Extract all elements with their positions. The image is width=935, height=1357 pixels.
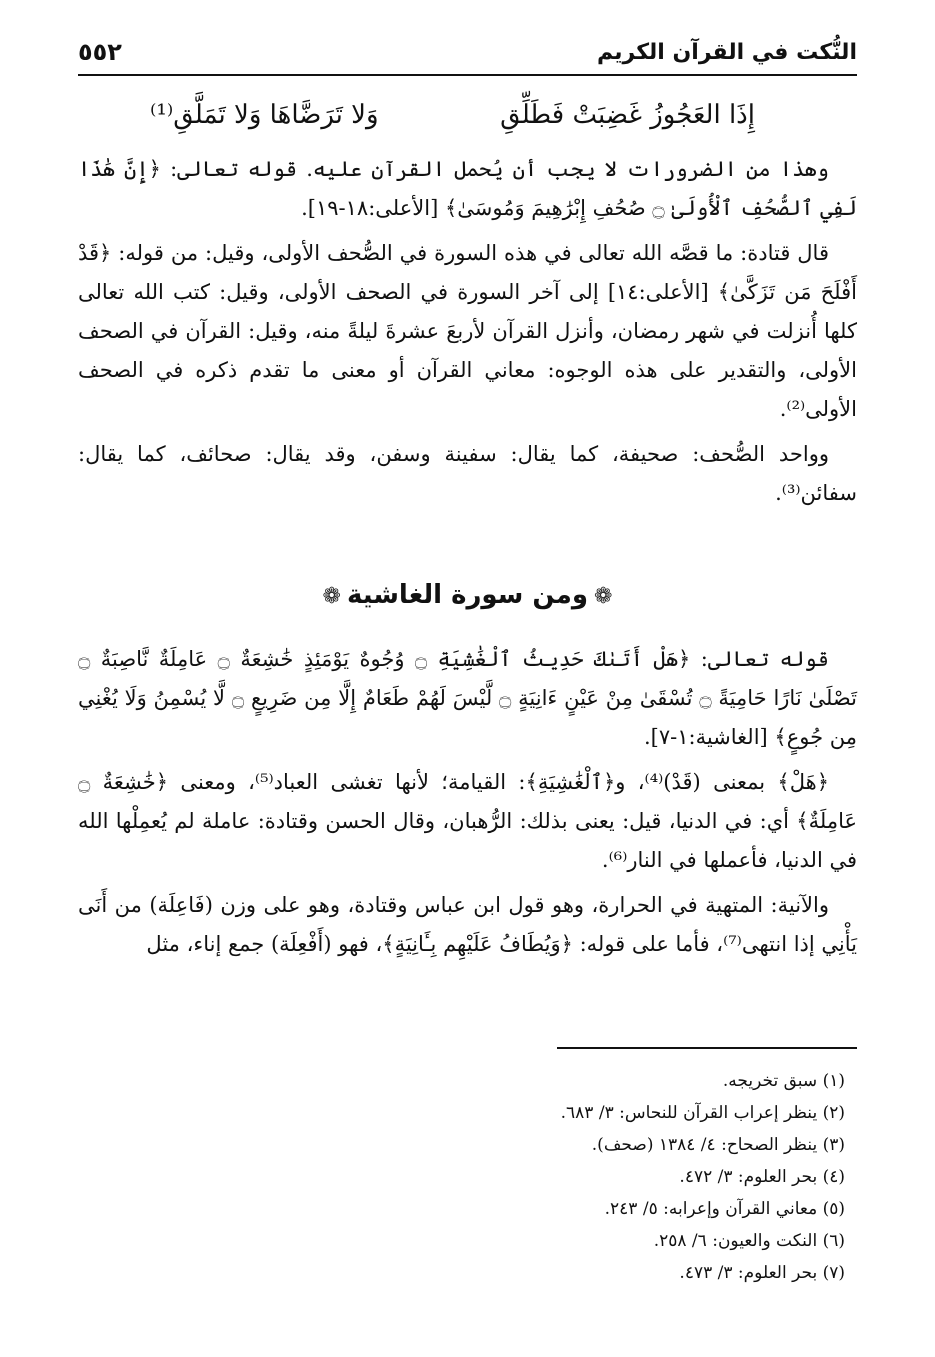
page-number: ٥٥٢ [78,38,122,66]
footnote: (٥) معاني القرآن وإعرابه: ٥/ ٢٤٣. [604,1199,845,1219]
ornament-icon: ❁ [322,584,341,609]
body-text-top [78,150,857,519]
verse-second-hemistich: وَلا تَرَضَّاهَا وَلا تَمَلَّقِ⁽¹⁾ [150,100,379,130]
poetry-verse [150,100,755,140]
body-text-bottom [78,640,857,970]
paragraph: قوله تعالى: ﴿هَلْ أَتَىٰكَ حَدِيثُ ٱلْغَٰشِيَةِ ۝ وُجُوهٌ يَوْمَئِذٍ خَٰشِعَةٌ ۝ عَامِلَةٌ نَّاصِبَةٌ ۝ تَصْلَىٰ نَارًا حَامِيَةً ۝ تُسْقَىٰ مِنْ عَيْنٍ ءَانِيَةٍ ۝ لَّيْسَ لَهُمْ طَعَامٌ إِلَّا مِن ضَرِيعٍ ۝ لَّا يُسْمِنُ وَلَا يُغْنِي مِن جُوعٍ﴾ [الغاشية:١-٧]. [78,647,857,749]
page-header [78,34,857,76]
paragraph: والآنية: المتهية في الحرارة، وهو قول ابن عباس وقتادة، وهو على وزن (فَاعِلَة) من أَنَى يَأْنِي إذا انتهى⁽⁷⁾، فأما على قوله: ﴿وَيُطَافُ عَلَيْهِم بِـَٔانِيَةٍ﴾، فهو (أَفْعِلَة) جمع إناء، مثل [78,893,857,956]
paragraph: قال قتادة: ما قصَّه الله تعالى في هذه السورة في الصُّحف الأولى، وقيل: من قوله: ﴿قَدْ أَفْلَحَ مَن تَزَكَّىٰ﴾ [الأعلى:١٤] إلى آخر السورة في الصحف الأولى، وقيل: كتب الله تعالى كلها أُنزلت في شهر رمضان، وأنزل القرآن لأربعَ عشرةَ ليلةً منه، وقيل: القرآن في الصحف الأولى، والتقدير على هذه الوجوه: معاني القرآن أو معنى ما تقدم ذكره في الصحف الأولى⁽²⁾. [78,241,857,421]
paragraph: ﴿هَلْ﴾ بمعنى (قَدْ)⁽⁴⁾، و﴿ٱلْغَٰشِيَةِ﴾: القيامة؛ لأنها تغشى العباد⁽⁵⁾، ومعنى ﴿خَٰشِعَةٌ ۝ عَامِلَةٌ﴾ أي: في الدنيا، قيل: يعنى بذلك: الرُّهبان، وقال الحسن وقتادة: عاملة لم يُعمِلْها الله في الدنيا، فأعملها في النار⁽⁶⁾. [78,770,857,872]
running-title: النُّكت في القرآن الكريم [597,40,857,65]
ornament-icon: ❁ [594,584,613,609]
footnote: (٧) بحر العلوم: ٣/ ٤٧٣. [679,1263,845,1283]
paragraph: وواحد الصُّحف: صحيفة، كما يقال: سفينة وسفن، وقد يقال: صحائف، كما يقال: سفائن⁽³⁾. [78,442,857,505]
footnote: (٦) النكت والعيون: ٦/ ٢٥٨. [653,1231,845,1251]
paragraph: وهذا من الضرورات لا يجب أن يُحمل القرآن عليه. قوله تعالى: ﴿إِنَّ هَٰذَا لَفِي ٱلصُّحُفِ ٱلْأُولَىٰ ۝ صُحُفِ إِبْرَٰهِيمَ وَمُوسَىٰ﴾ [الأعلى:١٨-١٩]. [78,157,857,220]
footnote: (٣) ينظر الصحاح: ٤/ ١٣٨٤ (صحف). [591,1135,845,1155]
surah-heading [0,580,935,610]
surah-heading-text: ومن سورة الغاشية [346,580,588,610]
footnote: (١) سبق تخريجه. [722,1071,845,1091]
footnote-divider [557,1047,857,1049]
footnotes [78,1065,845,1289]
footnote: (٢) ينظر إعراب القرآن للنحاس: ٣/ ٦٨٣. [560,1103,845,1123]
verse-first-hemistich: إِذَا العَجُوزُ غَضِبَتْ فَطَلِّقِ [500,100,755,130]
footnote: (٤) بحر العلوم: ٣/ ٤٧٢. [679,1167,845,1187]
